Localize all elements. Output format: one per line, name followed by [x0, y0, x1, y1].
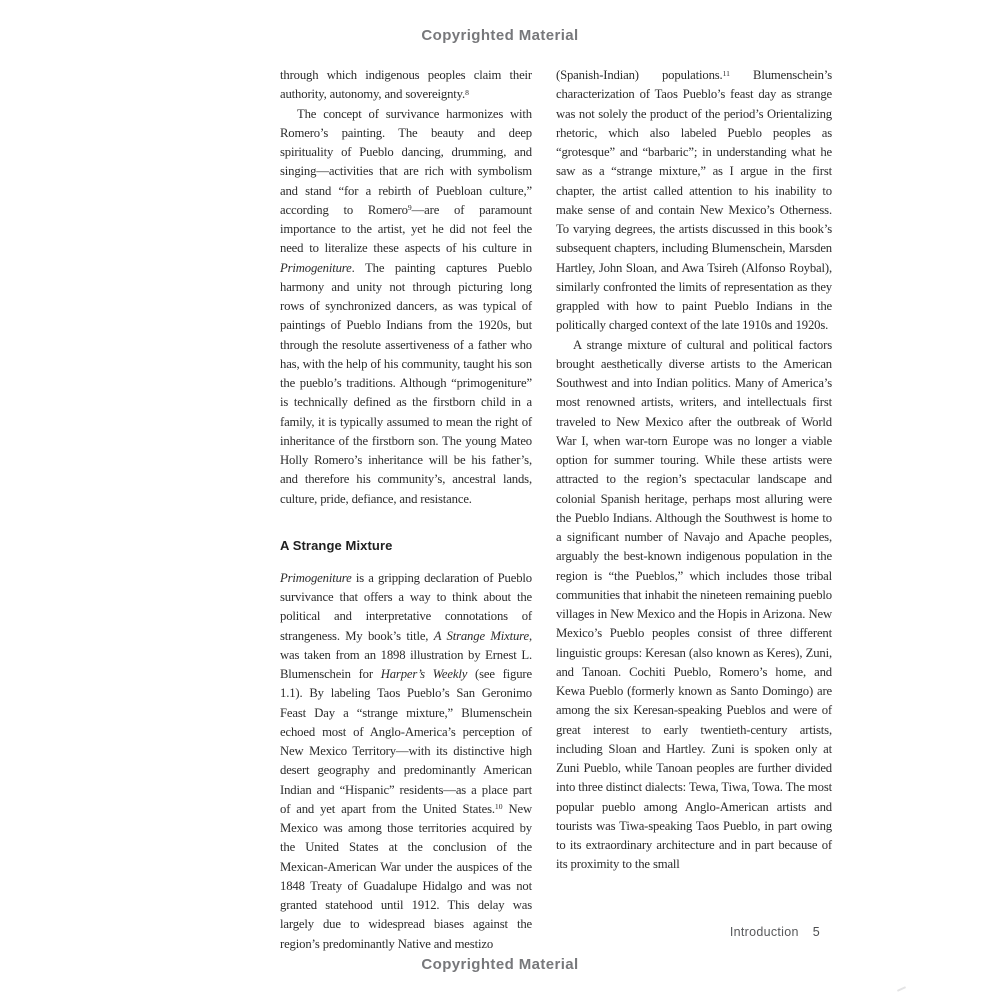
italic-text: A Strange Mixture — [433, 628, 529, 643]
footnote-reference: 8 — [465, 87, 469, 97]
text-columns — [280, 66, 832, 954]
copyright-notice-top: Copyrighted Material — [421, 27, 579, 44]
footnote-reference: 10 — [494, 802, 503, 812]
body-paragraph — [280, 105, 532, 509]
body-paragraph — [556, 66, 832, 336]
page-footer — [730, 925, 820, 939]
page-curl-artifact — [897, 986, 906, 992]
running-footer-section: Introduction — [729, 925, 799, 939]
body-paragraph — [280, 569, 532, 954]
footnote-reference: 9 — [407, 203, 412, 213]
italic-text: Harper’s Weekly — [380, 667, 468, 681]
body-paragraph — [556, 336, 832, 875]
text-column-right — [556, 66, 832, 954]
text-run: The concept of survivance harmonizes with Romero’s painting. The beauty and deep spirituality of Pueblo dancing, drumming, and singing—activities that are rich with symbolism and stand “for a rebirth of Puebloan culture,” according to Romero — [280, 106, 532, 217]
text-run: through which indigenous peoples claim their authority, autonomy, and sovereignty. — [280, 68, 532, 102]
page-number: 5 — [812, 925, 820, 939]
copyright-notice-bottom: Copyrighted Material — [421, 956, 579, 973]
text-column-left — [280, 66, 532, 954]
text-run: , was taken from an 1898 illustration by Ernest L. Blumenschein for — [280, 628, 532, 681]
text-run: Blumenschein’s characterization of Taos Pueblo’s feast day as strange was not solely the product of the period’s Orientalizing rhetoric, which also labeled Pueblo peoples as “grotesque” and “barbaric”; in understanding what he saw as a “strange mixture,” as I argue in the first chapter, the artist called attention to his inability to make sense of and contain New Mexico’s Otherness. To varying degrees, the artists discussed in this book’s subsequent chapters, including Blumenschein, Marsden Hartley, John Sloan, and Awa Tsireh (Alfonso Roybal), similarly confronted the limits of representation as they grappled with how to paint Pueblo Indians in the politically charged context of the late 1910s and 1920s. — [556, 68, 832, 333]
footnote-reference: 11 — [722, 68, 730, 78]
text-run: (Spanish-Indian) populations. — [556, 68, 723, 82]
text-run: —are of paramount importance to the artist, yet he did not feel the need to literalize these aspects of his culture in — [280, 202, 532, 256]
italic-text: Primogeniture — [280, 570, 352, 585]
body-paragraph — [280, 66, 532, 105]
text-run: is a gripping declaration of Pueblo survivance that offers a way to think about the political and interpretative connotations of strangeness. My book’s title, — [280, 570, 532, 643]
section-subheading: A Strange Mixture — [280, 537, 393, 553]
italic-text: Primogeniture — [280, 260, 352, 275]
text-run: (see figure 1.1). By labeling Taos Pueblo’s San Geronimo Feast Day a “strange mixture,” Blumenschein echoed most of Anglo-America’s perception of New Mexico Territory—with its distinctive high desert geography and predominantly American Indian and “Hispanic” residents—as a place part of and yet apart from the United States. — [280, 667, 532, 816]
text-run: New Mexico was among those territories acquired by the United States at the conclusion of the Mexican-American War under the auspices of the 1848 Treaty of Guadalupe Hidalgo and was not granted statehood until 1912. This delay was largely due to widespread biases against the region’s predominantly Native and mestizo — [280, 801, 532, 951]
text-run: . The painting captures Pueblo harmony and unity not through picturing long rows of synchronized dancers, as was typical of paintings of Pueblo Indians from the 1920s, but through the resolute assertiveness of a father who has, with the help of his community, taught his son the pueblo’s traditions. Although “primogeniture” is technically defined as the firstborn child in a family, it is typically assumed to mean the right of inheritance of the firstborn son. The young Mateo Holly Romero’s inheritance will be his father’s, and therefore his community’s, ancestral lands, culture, pride, defiance, and resistance. — [280, 260, 532, 506]
text-run: A strange mixture of cultural and political factors brought aesthetically diverse artists to the American Southwest and into Indian politics. Many of America’s most renowned artists, writers, and intellectuals first traveled to New Mexico after the outbreak of World War I, when war-torn Europe was no longer a viable option for summer touring. While these artists were attracted to the region’s spectacular landscape and colonial Spanish heritage, perhaps most alluring were the Pueblo Indians. Although the Southwest is home to a significant number of Navajo and Apache peoples, arguably the best-known indigenous population in the region is “the Pueblos,” which includes those tribal communities that inhabit the nineteen remaining pueblo villages in New Mexico and the Hopis in Arizona. New Mexico’s Pueblo peoples consist of three different linguistic groups: Keresan (also known as Keres), Zuni, and Tanoan. Cochiti Pueblo, Romero’s home, and Kewa Pueblo (formerly known as Santo Domingo) are among the six Keresan-speaking Pueblos and were of great interest to early twentieth-century artists, including Sloan and Hartley. Zuni is spoken only at Zuni Pueblo, while Tanoan peoples are further divided into three distinct dialects: Tewa, Tiwa, Towa. The most popular pueblo among Anglo-American artists and tourists was Tiwa-speaking Taos Pueblo, in part owing to its extraordinary architecture and in part because of its proximity to the small — [556, 337, 832, 872]
